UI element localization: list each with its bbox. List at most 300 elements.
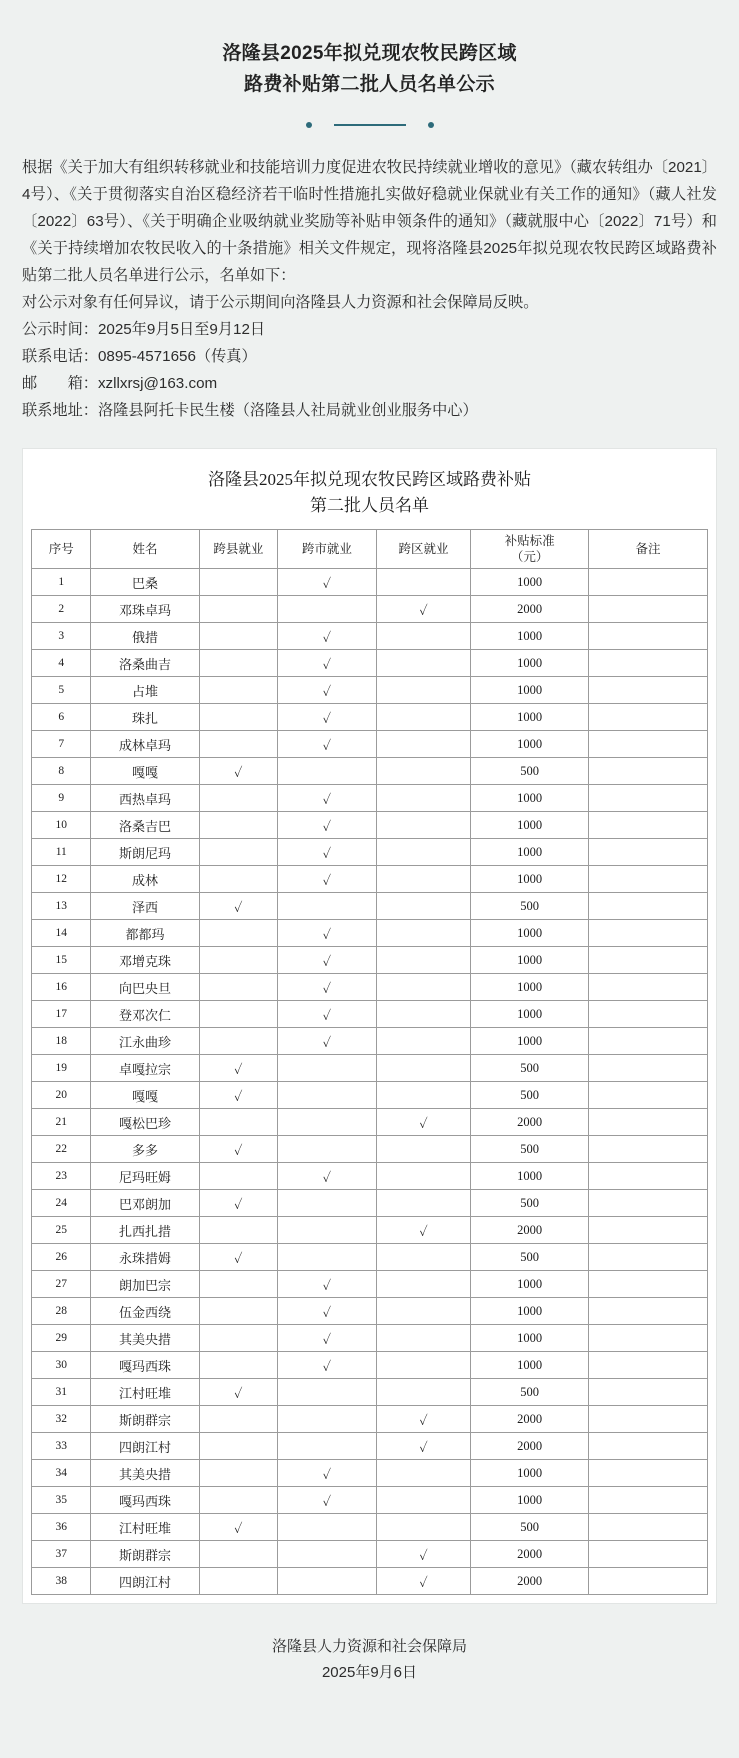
row-index: 3 xyxy=(32,623,91,650)
row-remark xyxy=(588,920,707,947)
row-cross-city xyxy=(278,1244,377,1271)
row-remark xyxy=(588,1379,707,1406)
row-name: 泽西 xyxy=(91,893,199,920)
row-subsidy: 1000 xyxy=(471,650,589,677)
row-index: 22 xyxy=(32,1136,91,1163)
row-cross-city: ✓ xyxy=(278,569,377,596)
row-subsidy: 2000 xyxy=(471,1406,589,1433)
row-remark xyxy=(588,677,707,704)
row-subsidy: 1000 xyxy=(471,1001,589,1028)
roster-table-title-line2: 第二批人员名单 xyxy=(310,496,429,515)
row-cross-region: ✓ xyxy=(376,1217,471,1244)
roster-table xyxy=(31,529,708,1595)
row-cross-city: ✓ xyxy=(278,866,377,893)
row-cross-city xyxy=(278,1541,377,1568)
row-subsidy: 2000 xyxy=(471,1217,589,1244)
row-cross-city: ✓ xyxy=(278,1325,377,1352)
row-cross-region xyxy=(376,1460,471,1487)
row-cross-region xyxy=(376,1001,471,1028)
table-row xyxy=(32,569,708,596)
row-cross-city: ✓ xyxy=(278,839,377,866)
row-cross-county xyxy=(199,704,277,731)
table-row xyxy=(32,920,708,947)
row-name: 嘎嘎 xyxy=(91,758,199,785)
row-subsidy: 2000 xyxy=(471,1433,589,1460)
row-cross-region xyxy=(376,1514,471,1541)
row-cross-region: ✓ xyxy=(376,1433,471,1460)
row-remark xyxy=(588,812,707,839)
table-row xyxy=(32,1406,708,1433)
row-cross-region xyxy=(376,1028,471,1055)
row-index: 33 xyxy=(32,1433,91,1460)
row-cross-county xyxy=(199,569,277,596)
row-cross-county xyxy=(199,1487,277,1514)
row-cross-region xyxy=(376,1136,471,1163)
table-row xyxy=(32,866,708,893)
row-index: 35 xyxy=(32,1487,91,1514)
row-subsidy: 1000 xyxy=(471,677,589,704)
contact-address: 联系地址：洛隆县阿托卡民生楼（洛隆县人社局就业创业服务中心） xyxy=(22,402,478,419)
row-cross-region: ✓ xyxy=(376,1406,471,1433)
row-name: 嘎松巴珍 xyxy=(91,1109,199,1136)
row-cross-county xyxy=(199,812,277,839)
row-subsidy: 1000 xyxy=(471,812,589,839)
row-name: 尼玛旺姆 xyxy=(91,1163,199,1190)
table-row xyxy=(32,947,708,974)
issuing-organization: 洛隆县人力资源和社会保障局 xyxy=(271,1638,467,1655)
publicity-period: 公示时间：2025年9月5日至9月12日 xyxy=(22,321,266,338)
row-cross-county xyxy=(199,1298,277,1325)
row-remark xyxy=(588,1568,707,1595)
row-remark xyxy=(588,1190,707,1217)
table-row xyxy=(32,1163,708,1190)
row-index: 8 xyxy=(32,758,91,785)
row-subsidy: 1000 xyxy=(471,1325,589,1352)
row-cross-city xyxy=(278,1514,377,1541)
announcement-body xyxy=(0,154,739,316)
row-cross-region xyxy=(376,758,471,785)
row-cross-county xyxy=(199,677,277,704)
row-index: 24 xyxy=(32,1190,91,1217)
row-cross-city: ✓ xyxy=(278,623,377,650)
row-cross-region: ✓ xyxy=(376,1541,471,1568)
column-header-subsidy xyxy=(471,530,589,569)
objection-notice: 对公示对象有任何异议，请于公示期间向洛隆县人力资源和社会保障局反映。 xyxy=(22,294,539,311)
row-cross-county: ✓ xyxy=(199,1190,277,1217)
table-row xyxy=(32,677,708,704)
row-name: 其美央措 xyxy=(91,1325,199,1352)
row-remark xyxy=(588,839,707,866)
row-cross-city: ✓ xyxy=(278,785,377,812)
roster-table-card xyxy=(22,448,717,1604)
row-subsidy: 500 xyxy=(471,1244,589,1271)
contact-email: 邮 箱：xzllxrsj@163.com xyxy=(22,375,218,392)
row-index: 27 xyxy=(32,1271,91,1298)
row-cross-region xyxy=(376,1487,471,1514)
row-subsidy: 1000 xyxy=(471,1460,589,1487)
row-cross-city xyxy=(278,1190,377,1217)
row-cross-county xyxy=(199,1460,277,1487)
table-row xyxy=(32,731,708,758)
row-cross-region xyxy=(376,947,471,974)
row-subsidy: 1000 xyxy=(471,704,589,731)
row-name: 江永曲珍 xyxy=(91,1028,199,1055)
row-index: 26 xyxy=(32,1244,91,1271)
table-header-row xyxy=(32,530,708,569)
row-name: 占堆 xyxy=(91,677,199,704)
row-cross-region xyxy=(376,1244,471,1271)
column-header-cross-region: 跨区就业 xyxy=(376,530,471,569)
row-subsidy: 1000 xyxy=(471,866,589,893)
table-row xyxy=(32,623,708,650)
row-name: 邓增克珠 xyxy=(91,947,199,974)
row-subsidy: 1000 xyxy=(471,1028,589,1055)
row-index: 18 xyxy=(32,1028,91,1055)
table-row xyxy=(32,974,708,1001)
table-row xyxy=(32,1541,708,1568)
table-row xyxy=(32,1352,708,1379)
table-row xyxy=(32,1190,708,1217)
row-name: 洛桑吉巴 xyxy=(91,812,199,839)
row-index: 29 xyxy=(32,1325,91,1352)
row-index: 21 xyxy=(32,1109,91,1136)
row-subsidy: 500 xyxy=(471,893,589,920)
row-cross-county xyxy=(199,1163,277,1190)
row-index: 15 xyxy=(32,947,91,974)
row-subsidy: 1000 xyxy=(471,1271,589,1298)
row-remark xyxy=(588,1082,707,1109)
row-name: 斯朗群宗 xyxy=(91,1406,199,1433)
row-name: 俄措 xyxy=(91,623,199,650)
row-name: 江村旺堆 xyxy=(91,1379,199,1406)
row-subsidy: 1000 xyxy=(471,731,589,758)
row-subsidy: 2000 xyxy=(471,1541,589,1568)
row-cross-region: ✓ xyxy=(376,1109,471,1136)
row-cross-region xyxy=(376,704,471,731)
row-subsidy: 1000 xyxy=(471,1298,589,1325)
row-subsidy: 1000 xyxy=(471,785,589,812)
row-cross-county xyxy=(199,1217,277,1244)
row-index: 10 xyxy=(32,812,91,839)
row-index: 9 xyxy=(32,785,91,812)
row-cross-county xyxy=(199,1541,277,1568)
table-row xyxy=(32,839,708,866)
row-subsidy: 500 xyxy=(471,758,589,785)
row-cross-county xyxy=(199,623,277,650)
table-row xyxy=(32,758,708,785)
row-name: 西热卓玛 xyxy=(91,785,199,812)
row-cross-region xyxy=(376,812,471,839)
row-cross-city xyxy=(278,1568,377,1595)
row-cross-city: ✓ xyxy=(278,1271,377,1298)
column-header-subsidy-line2: （元） xyxy=(510,550,549,564)
row-index: 4 xyxy=(32,650,91,677)
row-subsidy: 1000 xyxy=(471,947,589,974)
row-remark xyxy=(588,569,707,596)
row-cross-county xyxy=(199,1028,277,1055)
row-cross-city: ✓ xyxy=(278,1460,377,1487)
row-index: 36 xyxy=(32,1514,91,1541)
row-remark xyxy=(588,1055,707,1082)
row-subsidy: 500 xyxy=(471,1379,589,1406)
row-cross-city: ✓ xyxy=(278,1298,377,1325)
row-remark xyxy=(588,785,707,812)
row-remark xyxy=(588,866,707,893)
row-subsidy: 1000 xyxy=(471,974,589,1001)
row-cross-city: ✓ xyxy=(278,1487,377,1514)
row-index: 7 xyxy=(32,731,91,758)
row-index: 38 xyxy=(32,1568,91,1595)
page-title-line1: 洛隆县2025年拟兑现农牧民跨区域 xyxy=(222,43,517,64)
table-row xyxy=(32,1433,708,1460)
row-index: 1 xyxy=(32,569,91,596)
divider-dot-right-icon xyxy=(428,122,434,128)
row-remark xyxy=(588,1109,707,1136)
row-cross-city: ✓ xyxy=(278,731,377,758)
row-index: 19 xyxy=(32,1055,91,1082)
table-row xyxy=(32,704,708,731)
table-row xyxy=(32,1568,708,1595)
row-cross-region xyxy=(376,1298,471,1325)
row-subsidy: 500 xyxy=(471,1514,589,1541)
row-remark xyxy=(588,1433,707,1460)
table-row xyxy=(32,1001,708,1028)
row-index: 30 xyxy=(32,1352,91,1379)
row-cross-region xyxy=(376,893,471,920)
row-remark xyxy=(588,1325,707,1352)
roster-table-title-line1: 洛隆县2025年拟兑现农牧民跨区域路费补贴 xyxy=(208,470,531,489)
divider-dot-left-icon xyxy=(306,122,312,128)
row-name: 伍金西绕 xyxy=(91,1298,199,1325)
document-footer xyxy=(0,1604,739,1720)
row-cross-region: ✓ xyxy=(376,1568,471,1595)
row-cross-city xyxy=(278,758,377,785)
row-remark xyxy=(588,1136,707,1163)
table-row xyxy=(32,1460,708,1487)
row-subsidy: 500 xyxy=(471,1082,589,1109)
row-cross-county xyxy=(199,1352,277,1379)
row-name: 都都玛 xyxy=(91,920,199,947)
row-cross-county xyxy=(199,920,277,947)
row-cross-county: ✓ xyxy=(199,1379,277,1406)
row-cross-region xyxy=(376,1163,471,1190)
row-subsidy: 2000 xyxy=(471,596,589,623)
row-remark xyxy=(588,1487,707,1514)
row-name: 朗加巴宗 xyxy=(91,1271,199,1298)
row-index: 14 xyxy=(32,920,91,947)
row-cross-county xyxy=(199,1271,277,1298)
table-row xyxy=(32,893,708,920)
row-remark xyxy=(588,1352,707,1379)
row-cross-county xyxy=(199,1406,277,1433)
row-name: 向巴央旦 xyxy=(91,974,199,1001)
row-cross-city xyxy=(278,1136,377,1163)
row-index: 32 xyxy=(32,1406,91,1433)
row-cross-region xyxy=(376,623,471,650)
row-cross-county: ✓ xyxy=(199,1082,277,1109)
row-name: 多多 xyxy=(91,1136,199,1163)
table-row xyxy=(32,1325,708,1352)
table-row xyxy=(32,1244,708,1271)
row-cross-region xyxy=(376,1082,471,1109)
row-cross-city: ✓ xyxy=(278,704,377,731)
row-index: 12 xyxy=(32,866,91,893)
row-subsidy: 2000 xyxy=(471,1568,589,1595)
row-cross-region xyxy=(376,569,471,596)
row-index: 13 xyxy=(32,893,91,920)
row-index: 2 xyxy=(32,596,91,623)
row-subsidy: 1000 xyxy=(471,1163,589,1190)
row-cross-county xyxy=(199,1001,277,1028)
row-name: 巴桑 xyxy=(91,569,199,596)
row-subsidy: 500 xyxy=(471,1055,589,1082)
row-remark xyxy=(588,1163,707,1190)
row-cross-region xyxy=(376,1352,471,1379)
row-cross-city: ✓ xyxy=(278,920,377,947)
row-remark xyxy=(588,1217,707,1244)
row-index: 5 xyxy=(32,677,91,704)
row-name: 江村旺堆 xyxy=(91,1514,199,1541)
row-subsidy: 1000 xyxy=(471,839,589,866)
row-cross-city: ✓ xyxy=(278,947,377,974)
table-row xyxy=(32,596,708,623)
row-cross-county xyxy=(199,1325,277,1352)
row-cross-region xyxy=(376,731,471,758)
row-cross-region xyxy=(376,1271,471,1298)
row-index: 16 xyxy=(32,974,91,1001)
row-cross-city: ✓ xyxy=(278,1163,377,1190)
row-index: 37 xyxy=(32,1541,91,1568)
row-subsidy: 1000 xyxy=(471,623,589,650)
row-cross-city xyxy=(278,596,377,623)
row-cross-city xyxy=(278,1379,377,1406)
row-subsidy: 1000 xyxy=(471,1487,589,1514)
row-index: 28 xyxy=(32,1298,91,1325)
row-cross-region xyxy=(376,1055,471,1082)
row-subsidy: 1000 xyxy=(471,1352,589,1379)
table-row xyxy=(32,650,708,677)
divider-bar-icon xyxy=(334,124,406,126)
row-cross-county xyxy=(199,839,277,866)
row-remark xyxy=(588,731,707,758)
table-row xyxy=(32,1298,708,1325)
row-cross-region xyxy=(376,677,471,704)
row-remark xyxy=(588,1001,707,1028)
row-remark xyxy=(588,1298,707,1325)
row-index: 31 xyxy=(32,1379,91,1406)
table-row xyxy=(32,1055,708,1082)
row-cross-city xyxy=(278,1433,377,1460)
row-remark xyxy=(588,1541,707,1568)
row-cross-county xyxy=(199,731,277,758)
row-remark xyxy=(588,1244,707,1271)
row-name: 四朗江村 xyxy=(91,1568,199,1595)
row-cross-county xyxy=(199,866,277,893)
row-name: 斯朗尼玛 xyxy=(91,839,199,866)
row-name: 永珠措姆 xyxy=(91,1244,199,1271)
roster-table-title xyxy=(31,461,708,529)
row-index: 11 xyxy=(32,839,91,866)
row-cross-city: ✓ xyxy=(278,974,377,1001)
row-cross-city: ✓ xyxy=(278,677,377,704)
row-cross-city xyxy=(278,1406,377,1433)
table-row xyxy=(32,1487,708,1514)
row-subsidy: 2000 xyxy=(471,1109,589,1136)
row-name: 其美央措 xyxy=(91,1460,199,1487)
row-name: 嘎玛西珠 xyxy=(91,1487,199,1514)
row-cross-county xyxy=(199,1433,277,1460)
row-index: 23 xyxy=(32,1163,91,1190)
column-header-subsidy-line1: 补贴标准 xyxy=(504,534,555,548)
row-cross-region xyxy=(376,785,471,812)
row-cross-region xyxy=(376,839,471,866)
row-cross-region xyxy=(376,866,471,893)
row-cross-region: ✓ xyxy=(376,596,471,623)
row-subsidy: 500 xyxy=(471,1190,589,1217)
row-subsidy: 1000 xyxy=(471,920,589,947)
row-cross-city xyxy=(278,1109,377,1136)
row-cross-city: ✓ xyxy=(278,812,377,839)
row-cross-county: ✓ xyxy=(199,1244,277,1271)
row-cross-region xyxy=(376,1379,471,1406)
row-cross-county xyxy=(199,650,277,677)
row-remark xyxy=(588,596,707,623)
row-cross-county: ✓ xyxy=(199,893,277,920)
column-header-remark: 备注 xyxy=(588,530,707,569)
body-paragraph: 根据《关于加大有组织转移就业和技能培训力度促进农牧民持续就业增收的意见》（藏农转组办〔2021〕4号）、《关于贯彻落实自治区稳经济若干临时性措施扎实做好稳就业保就业有关工作的通知》（藏人社发〔2022〕63号）、《关于明确企业吸纳就业奖励等补贴申领条件的通知》（藏就服中心〔2022〕71号）和《关于持续增加农牧民收入的十条措施》相关文件规定，现将洛隆县2025年拟兑现农牧民跨区域路费补贴第二批人员名单进行公示，名单如下： xyxy=(22,159,717,284)
row-cross-county xyxy=(199,785,277,812)
row-remark xyxy=(588,704,707,731)
row-remark xyxy=(588,1271,707,1298)
row-remark xyxy=(588,974,707,1001)
row-cross-county xyxy=(199,1109,277,1136)
table-row xyxy=(32,1136,708,1163)
row-cross-region xyxy=(376,650,471,677)
column-header-cross-city: 跨市就业 xyxy=(278,530,377,569)
column-header-cross-county: 跨县就业 xyxy=(199,530,277,569)
row-index: 25 xyxy=(32,1217,91,1244)
row-cross-city: ✓ xyxy=(278,1028,377,1055)
table-row xyxy=(32,1271,708,1298)
row-cross-city: ✓ xyxy=(278,1001,377,1028)
row-name: 珠扎 xyxy=(91,704,199,731)
row-name: 邓珠卓玛 xyxy=(91,596,199,623)
row-index: 17 xyxy=(32,1001,91,1028)
row-cross-city xyxy=(278,893,377,920)
row-cross-county: ✓ xyxy=(199,1055,277,1082)
row-name: 斯朗群宗 xyxy=(91,1541,199,1568)
row-cross-county xyxy=(199,1568,277,1595)
row-remark xyxy=(588,947,707,974)
row-remark xyxy=(588,1514,707,1541)
row-remark xyxy=(588,650,707,677)
row-name: 嘎玛西珠 xyxy=(91,1352,199,1379)
row-cross-region xyxy=(376,1190,471,1217)
column-header-index: 序号 xyxy=(32,530,91,569)
row-cross-county xyxy=(199,947,277,974)
row-cross-county: ✓ xyxy=(199,758,277,785)
row-remark xyxy=(588,1028,707,1055)
row-name: 嘎嘎 xyxy=(91,1082,199,1109)
title-divider xyxy=(0,122,739,128)
row-subsidy: 500 xyxy=(471,1136,589,1163)
table-row xyxy=(32,1217,708,1244)
table-row xyxy=(32,812,708,839)
page-title-line2: 路费补贴第二批人员名单公示 xyxy=(244,74,495,95)
row-name: 成林卓玛 xyxy=(91,731,199,758)
row-cross-region xyxy=(376,1325,471,1352)
row-name: 巴邓朗加 xyxy=(91,1190,199,1217)
